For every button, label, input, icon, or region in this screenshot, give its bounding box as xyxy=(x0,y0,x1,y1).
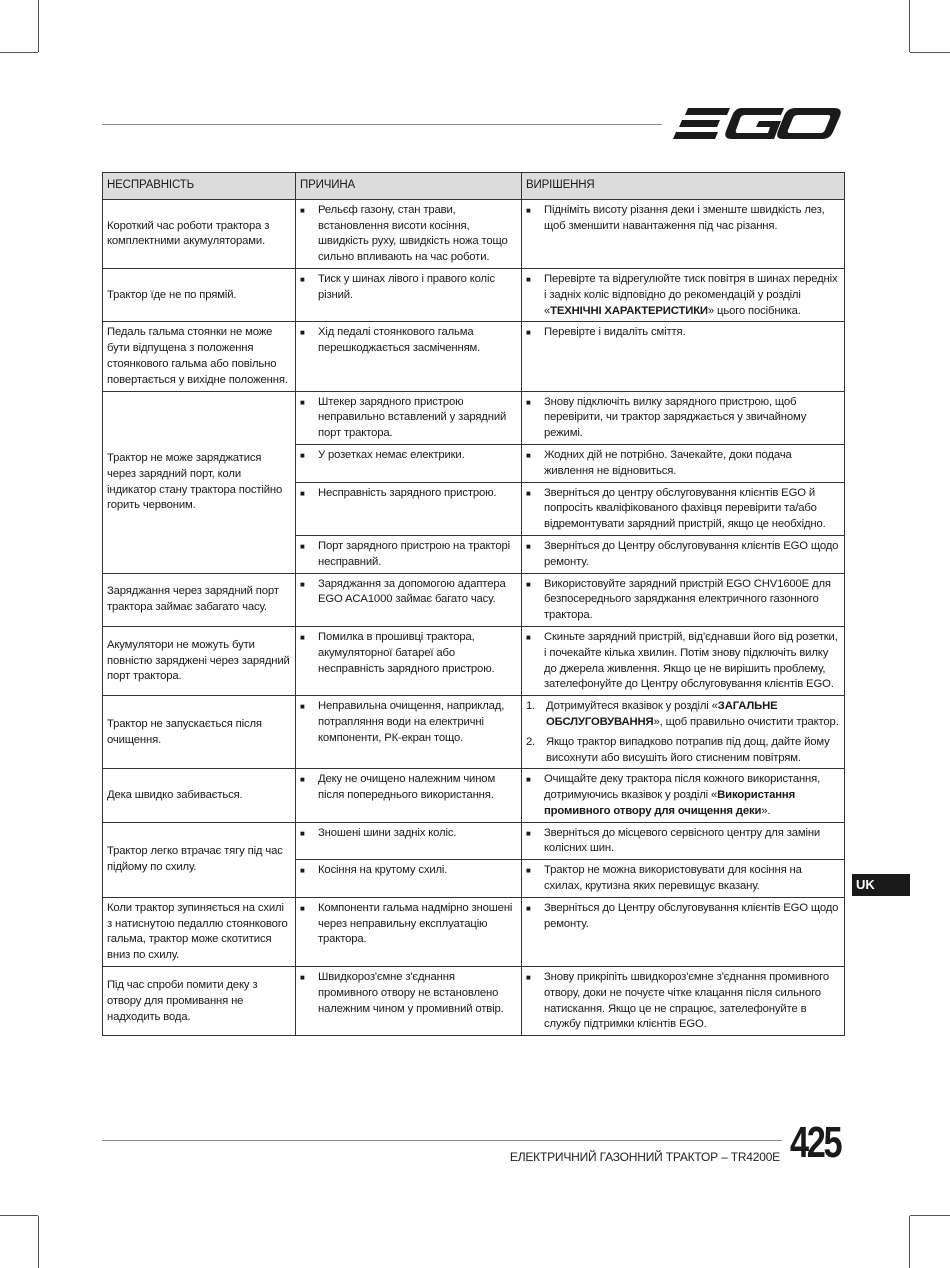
page-number: 425 xyxy=(790,1118,841,1167)
bullet-icon: ■ xyxy=(300,973,305,983)
solution-text-part: ». xyxy=(761,804,771,817)
cause-item xyxy=(300,395,517,442)
solution-text xyxy=(544,772,840,819)
solution-text: Зверніться до Центру обслуговування клієнтів EGO щодо ремонту. xyxy=(544,901,839,930)
solution-text: Жодних дій не потрібно. Зачекайте, доки подача живлення не відновиться. xyxy=(544,448,792,477)
language-tab: UK xyxy=(852,874,910,896)
bullet-icon: ■ xyxy=(526,866,531,876)
step-text xyxy=(546,699,840,731)
cause-item xyxy=(300,448,517,464)
bullet-icon: ■ xyxy=(300,488,305,498)
cause-cell xyxy=(296,860,522,898)
crop-mark xyxy=(38,0,39,52)
cause-text: Рельєф газону, стан трави, встановлення висоти косіння, швидкість руху, швидкість ножа тощо сильно впливають на час роботи. xyxy=(318,203,508,264)
numbered-step xyxy=(526,735,840,767)
cause-item xyxy=(300,577,517,609)
cause-item xyxy=(300,203,517,266)
solution-cell xyxy=(522,769,845,822)
step-number: 1. xyxy=(526,700,536,713)
solution-cell xyxy=(522,268,845,321)
problem-cell: Акумулятори не можуть бути повністю заряджені через зарядний порт трактора. xyxy=(103,626,296,695)
solution-text xyxy=(544,272,840,319)
solution-text: Зверніться до центру обслуговування клієнтів EGO й попросіть кваліфікованого фахівця перевірити та/або відремонтувати зарядний пристрій, якщо це необхідно. xyxy=(544,486,826,531)
solution-text: Знову підключіть вилку зарядного пристрою, щоб перевірити, чи трактор заряджається у звичайному режимі. xyxy=(544,395,807,440)
cause-item xyxy=(300,539,517,571)
solution-cell xyxy=(522,696,845,769)
solution-section-ref: ТЕХНІЧНІ ХАРАКТЕРИСТИКИ xyxy=(550,304,708,317)
header-solution: ВИРІШЕННЯ xyxy=(522,173,845,200)
table-row xyxy=(103,573,845,626)
table-row xyxy=(103,822,845,860)
bullet-icon: ■ xyxy=(526,450,531,460)
bullet-icon: ■ xyxy=(526,775,531,785)
bullet-icon: ■ xyxy=(300,450,305,460)
cause-cell xyxy=(296,268,522,321)
solution-text: Використовуйте зарядний пристрій EGO CHV1600E для безпосереднього заряджання електричного газонного трактора. xyxy=(544,577,831,622)
problem-cell: Під час спроби помити деку з отвору для промивання не надходить вода. xyxy=(103,967,296,1036)
solution-cell xyxy=(522,199,845,268)
cause-text: Порт зарядного пристрою на тракторі несправний. xyxy=(318,539,510,568)
solution-cell xyxy=(522,482,845,535)
solution-text: Зверніться до Центру обслуговування клієнтів EGO щодо ремонту. xyxy=(544,539,839,568)
solution-item xyxy=(526,203,840,235)
solution-item xyxy=(526,272,840,319)
bullet-icon: ■ xyxy=(300,328,305,338)
table-row xyxy=(103,199,845,268)
cause-text: Зношені шини задніх коліс. xyxy=(318,826,457,839)
table-row xyxy=(103,626,845,695)
solution-cell xyxy=(522,444,845,482)
solution-cell xyxy=(522,860,845,898)
cause-text: Неправильна очищення, наприклад, потрапляння води на електричні компоненти, РК-екран тощо. xyxy=(318,700,505,744)
bullet-icon: ■ xyxy=(526,541,531,551)
step-text-part: », щоб правильно очистити трактор. xyxy=(653,715,839,728)
cause-cell xyxy=(296,573,522,626)
problem-cell: Трактор не може заряджатися через зарядний порт, коли індикатор стану трактора постійно горить червоним. xyxy=(103,391,296,573)
header-rule xyxy=(102,124,662,125)
bullet-icon: ■ xyxy=(526,274,531,284)
cause-cell xyxy=(296,199,522,268)
cause-cell xyxy=(296,822,522,860)
problem-cell: Заряджання через зарядний порт трактора займає забагато часу. xyxy=(103,573,296,626)
cause-text: Косіння на крутому схилі. xyxy=(318,864,448,877)
cause-cell xyxy=(296,535,522,573)
crop-mark xyxy=(909,0,910,52)
cause-text: У розетках немає електрики. xyxy=(318,448,465,461)
table-row xyxy=(103,696,845,769)
step-text-part: Дотримуйтеся вказівок у розділі « xyxy=(546,700,718,713)
solution-cell xyxy=(522,391,845,444)
solution-text: Знову прикріпіть швидкороз'ємне з'єднання промивного отвору, доки не почуєте чітке клацання після сильного натискання. Якщо це не спрацює, зателефонуйте в службу підтримки клієнтів EGO. xyxy=(544,971,830,1031)
bullet-icon: ■ xyxy=(300,274,305,284)
table-row xyxy=(103,967,845,1036)
step-number: 2. xyxy=(526,735,536,748)
solution-item xyxy=(526,395,840,442)
problem-cell: Педаль гальма стоянки не може бути відпущена з положення стоянкового гальма або повільно повертається у вихідне положення. xyxy=(103,322,296,391)
header-cause: ПРИЧИНА xyxy=(296,173,522,200)
bullet-icon: ■ xyxy=(526,328,531,338)
table-header-row xyxy=(103,173,845,200)
crop-mark xyxy=(0,52,38,53)
cause-item xyxy=(300,901,517,948)
solution-cell xyxy=(522,322,845,391)
cause-cell xyxy=(296,482,522,535)
crop-mark xyxy=(38,1216,39,1268)
solution-cell xyxy=(522,897,845,966)
cause-text: Несправність зарядного пристрою. xyxy=(318,486,497,499)
problem-cell: Трактор їде не по прямій. xyxy=(103,268,296,321)
cause-cell xyxy=(296,967,522,1036)
solution-cell xyxy=(522,967,845,1036)
cause-text: Помилка в прошивці трактора, акумуляторної батареї або несправність зарядного пристрою. xyxy=(318,630,495,675)
bullet-icon: ■ xyxy=(300,541,305,551)
bullet-icon: ■ xyxy=(300,702,305,712)
solution-text: Трактор не можна використовувати для косіння на схилах, крутизна яких перевищує вказану. xyxy=(544,864,802,893)
solution-cell xyxy=(522,535,845,573)
numbered-step xyxy=(526,699,840,731)
header-problem: НЕСПРАВНІСТЬ xyxy=(103,173,296,200)
bullet-icon: ■ xyxy=(526,632,531,642)
solution-item xyxy=(526,970,840,1033)
bullet-icon: ■ xyxy=(300,632,305,642)
solution-item xyxy=(526,772,840,819)
cause-item xyxy=(300,826,517,842)
crop-mark xyxy=(909,1216,910,1268)
cause-item xyxy=(300,863,517,879)
solution-item xyxy=(526,630,840,693)
solution-item xyxy=(526,826,840,858)
table-row xyxy=(103,268,845,321)
solution-item xyxy=(526,448,840,480)
bullet-icon: ■ xyxy=(300,828,305,838)
problem-cell: Трактор не запускається після очищення. xyxy=(103,696,296,769)
solution-section-ref: Використання промивного отвору для очищення деки xyxy=(544,789,796,817)
crop-mark xyxy=(910,1215,950,1216)
cause-item xyxy=(300,699,517,746)
cause-item xyxy=(300,970,517,1017)
cause-item xyxy=(300,325,517,357)
cause-text: Компоненти гальма надмірно зношені через неправильну експлуатацію трактора. xyxy=(318,901,513,946)
cause-item xyxy=(300,630,517,677)
bullet-icon: ■ xyxy=(300,903,305,913)
bullet-icon: ■ xyxy=(526,488,531,498)
solution-item xyxy=(526,325,840,341)
table-row xyxy=(103,322,845,391)
bullet-icon: ■ xyxy=(300,775,305,785)
bullet-icon: ■ xyxy=(526,828,531,838)
solution-cell xyxy=(522,573,845,626)
bullet-icon: ■ xyxy=(300,205,305,215)
cause-cell xyxy=(296,626,522,695)
problem-cell: Коли трактор зупиняється на схилі з натиснутою педаллю стоянкового гальма, трактор може скотитися вниз по схилу. xyxy=(103,897,296,966)
step-text xyxy=(546,735,840,767)
bullet-icon: ■ xyxy=(526,205,531,215)
cause-text: Заряджання за допомогою адаптера EGO ACA1000 займає багато часу. xyxy=(318,577,506,606)
solution-cell xyxy=(522,822,845,860)
cause-text: Штекер зарядного пристрою неправильно вставлений у зарядний порт трактора. xyxy=(318,395,507,440)
bullet-icon: ■ xyxy=(300,866,305,876)
solution-item xyxy=(526,901,840,933)
ego-logo xyxy=(672,104,842,144)
solution-text: Зверніться до місцевого сервісного центру для заміни колісних шин. xyxy=(544,826,821,855)
cause-item xyxy=(300,772,517,804)
solution-item xyxy=(526,539,840,571)
table-row xyxy=(103,391,845,444)
cause-cell xyxy=(296,769,522,822)
bullet-icon: ■ xyxy=(526,903,531,913)
solution-text-part: » цього посібника. xyxy=(707,304,801,317)
solution-text-part: Очищайте деку трактора після кожного використання, дотримуючись вказівок у розділі « xyxy=(544,773,821,802)
solution-item xyxy=(526,577,840,624)
cause-text: Швидкороз'ємне з'єднання промивного отвору не встановлено належним чином у промивний отвір. xyxy=(318,971,504,1015)
bullet-icon: ■ xyxy=(526,579,531,589)
cause-cell xyxy=(296,391,522,444)
step-section-ref: ЗАГАЛЬНЕ ОБСЛУГОВУВАННЯ xyxy=(546,700,778,728)
footer-rule xyxy=(102,1140,782,1141)
cause-text: Хід педалі стоянкового гальма перешкоджається засміченням. xyxy=(318,326,481,355)
cause-cell xyxy=(296,322,522,391)
problem-cell: Короткий час роботи трактора з комплектними акумуляторами. xyxy=(103,199,296,268)
solution-text: Перевірте і видаліть сміття. xyxy=(544,326,686,339)
bullet-icon: ■ xyxy=(300,579,305,589)
solution-text: Скиньте зарядний пристрій, від'єднавши його від розетки, і почекайте кілька хвилин. Потім знову підключіть вилку до джерела живлення. Якщо це не вирішить проблему, зателефонуйте до Центру обслуговування клієнтів EGO. xyxy=(544,630,838,691)
bullet-icon: ■ xyxy=(526,973,531,983)
bullet-icon: ■ xyxy=(526,397,531,407)
footer-title: ЕЛЕКТРИЧНИЙ ГАЗОННИЙ ТРАКТОР – TR4200E xyxy=(509,1150,780,1164)
crop-mark xyxy=(0,1215,38,1216)
cause-text: Деку не очищено належним чином після попереднього використання. xyxy=(318,773,496,802)
solution-text-part: Перевірте та відрегулюйте тиск повітря в шинах передніх і задніх коліс відповідно до рекомендацій у розділі « xyxy=(544,272,838,317)
table-row xyxy=(103,769,845,822)
problem-cell: Трактор легко втрачає тягу під час підйому по схилу. xyxy=(103,822,296,897)
solution-item xyxy=(526,863,840,895)
solution-cell xyxy=(522,626,845,695)
cause-item xyxy=(300,486,517,502)
solution-item xyxy=(526,486,840,533)
cause-cell xyxy=(296,696,522,769)
cause-text: Тиск у шинах лівого і правого коліс різний. xyxy=(318,272,495,301)
solution-text: Підніміть висоту різання деки і зменште швидкість лез, щоб зменшити навантаження під час різання. xyxy=(544,203,825,232)
cause-cell xyxy=(296,444,522,482)
crop-mark xyxy=(910,52,950,53)
problem-cell: Дека швидко забивається. xyxy=(103,769,296,822)
cause-cell xyxy=(296,897,522,966)
troubleshooting-table xyxy=(102,172,845,1036)
bullet-icon: ■ xyxy=(300,397,305,407)
table-row xyxy=(103,897,845,966)
step-text-part: Якщо трактор випадково потрапив під дощ, дайте йому висохнути або висушіть його стисненим повітрям. xyxy=(546,735,830,764)
cause-item xyxy=(300,272,517,304)
